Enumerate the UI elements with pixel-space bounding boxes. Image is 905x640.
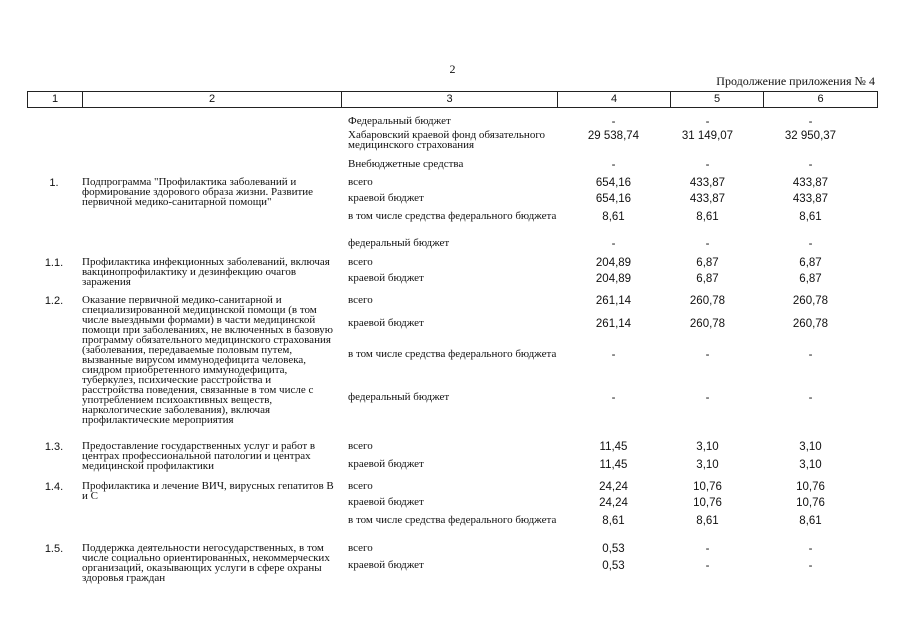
value-col-6: 10,76 [796, 497, 825, 509]
funding-source: Хабаровский краевой фонд обязательного медицинского страхования [348, 129, 546, 151]
value-col-6: 3,10 [799, 459, 822, 471]
value-col-5: 6,87 [696, 273, 719, 285]
header-col-2: 2 [83, 92, 342, 107]
page-number: 2 [449, 62, 456, 76]
value-col-4: 0,53 [602, 560, 625, 572]
row-name: Поддержка деятельности негосударственных, в том числе социально ориентированных, некоммерческих организаций, оказывающих услуги в сфере охраны здоровья граждан [82, 542, 330, 584]
funding-source: всего [348, 480, 373, 492]
value-col-6: 8,61 [799, 211, 822, 223]
value-col-6: - [808, 349, 813, 361]
value-col-5: 260,78 [689, 295, 726, 307]
row-number: 1.1. [44, 257, 64, 269]
value-col-6: 433,87 [792, 193, 829, 205]
row-name: Профилактика и лечение ВИЧ, вирусных гепатитов В и С [82, 480, 334, 502]
value-col-5: - [705, 560, 710, 572]
value-col-4: 261,14 [595, 295, 632, 307]
header-col-3: 3 [342, 92, 558, 107]
value-col-6: - [808, 159, 813, 171]
value-col-5: 31 149,07 [681, 130, 734, 142]
value-col-5: 433,87 [689, 177, 726, 189]
row-number: 1.2. [44, 295, 64, 307]
value-col-5: - [705, 543, 710, 555]
funding-source: краевой бюджет [348, 458, 424, 470]
row-name: Оказание первичной медико-санитарной и специализированной медицинской помощи (в том числе выездными формами) в части медицинской помощи при заболеваниях, не включенных в базовую программу обязательного медицинского страхования (заболевания, передаваемые половым путем, вызванные вирусом иммунодефицита человека, синдром приобретенного иммунодефицита, туберкулез, психические расстройства и расстройства поведения, связанные в том числе с употреблением психоактивных веществ, наркологические заболевания), включая профилактические мероприятия [82, 294, 333, 426]
value-col-4: 8,61 [602, 515, 625, 527]
header-col-6: 6 [817, 93, 824, 105]
value-col-6: 8,61 [799, 515, 822, 527]
value-col-5: - [705, 349, 710, 361]
value-col-4: 0,53 [602, 543, 625, 555]
value-col-4: 11,45 [599, 441, 628, 453]
value-col-6: - [808, 543, 813, 555]
value-col-4: - [611, 392, 616, 404]
header-col-4: 4 [558, 92, 671, 107]
funding-source: краевой бюджет [348, 559, 424, 571]
row-number: 1.3. [44, 441, 64, 453]
row-number: 1.4. [44, 481, 64, 493]
value-col-6: 6,87 [799, 273, 822, 285]
value-col-5: 10,76 [693, 481, 722, 493]
funding-source: в том числе средства федерального бюджета [348, 514, 557, 526]
continuation-caption: Продолжение приложения № 4 [716, 74, 875, 88]
value-col-4: 11,45 [599, 459, 628, 471]
funding-source: всего [348, 542, 373, 554]
funding-source: Федеральный бюджет [348, 115, 451, 127]
value-col-6: 260,78 [792, 295, 829, 307]
value-col-4: - [611, 238, 616, 250]
value-col-6: 433,87 [792, 177, 829, 189]
value-col-4: 204,89 [595, 273, 632, 285]
value-col-5: 6,87 [696, 257, 719, 269]
funding-source: в том числе средства федерального бюджета [348, 348, 557, 360]
value-col-4: 654,16 [595, 177, 632, 189]
value-col-6: 3,10 [799, 441, 822, 453]
value-col-4: 8,61 [602, 211, 625, 223]
funding-source: Внебюджетные средства [348, 158, 464, 170]
value-col-5: - [705, 116, 710, 128]
funding-source: всего [348, 440, 373, 452]
value-col-6: 260,78 [792, 318, 829, 330]
funding-source: краевой бюджет [348, 272, 424, 284]
row-name: Предоставление государственных услуг и работ в центрах профессиональной патологии и центрах медицинской профилактики [82, 440, 316, 472]
value-col-4: 24,24 [599, 481, 628, 493]
value-col-6: 32 950,37 [784, 130, 837, 142]
value-col-6: - [808, 238, 813, 250]
funding-source: всего [348, 176, 373, 188]
table-header [27, 91, 878, 108]
funding-source: всего [348, 294, 373, 306]
value-col-4: - [611, 159, 616, 171]
funding-source: краевой бюджет [348, 317, 424, 329]
value-col-5: 8,61 [696, 211, 719, 223]
value-col-5: - [705, 392, 710, 404]
value-col-5: - [705, 238, 710, 250]
funding-source: краевой бюджет [348, 496, 424, 508]
value-col-6: - [808, 116, 813, 128]
value-col-5: - [705, 159, 710, 171]
value-col-4: 261,14 [595, 318, 632, 330]
header-col-5: 5 [671, 92, 764, 107]
row-number: 1.5. [44, 543, 64, 555]
value-col-5: 3,10 [696, 441, 719, 453]
value-col-5: 10,76 [693, 497, 722, 509]
row-name: Подпрограмма "Профилактика заболеваний и формирование здорового образа жизни. Развитие первичной медико-санитарной помощи" [82, 176, 314, 208]
value-col-5: 3,10 [696, 459, 719, 471]
funding-source: федеральный бюджет [348, 391, 450, 403]
value-col-4: 29 538,74 [587, 130, 640, 142]
value-col-4: 24,24 [599, 497, 628, 509]
value-col-6: 10,76 [796, 481, 825, 493]
funding-source: федеральный бюджет [348, 237, 450, 249]
value-col-6: 6,87 [799, 257, 822, 269]
value-col-5: 433,87 [689, 193, 726, 205]
funding-source: краевой бюджет [348, 192, 424, 204]
value-col-5: 8,61 [696, 515, 719, 527]
value-col-4: - [611, 116, 616, 128]
row-number: 1. [49, 177, 59, 189]
value-col-6: - [808, 392, 813, 404]
funding-source: в том числе средства федерального бюджета [348, 210, 557, 222]
value-col-4: - [611, 349, 616, 361]
row-name: Профилактика инфекционных заболеваний, включая вакцинопрофилактику и дезинфекцию очагов заражения [82, 256, 330, 288]
value-col-5: 260,78 [689, 318, 726, 330]
value-col-6: - [808, 560, 813, 572]
header-col-1: 1 [28, 92, 83, 107]
value-col-4: 654,16 [595, 193, 632, 205]
value-col-4: 204,89 [595, 257, 632, 269]
funding-source: всего [348, 256, 373, 268]
